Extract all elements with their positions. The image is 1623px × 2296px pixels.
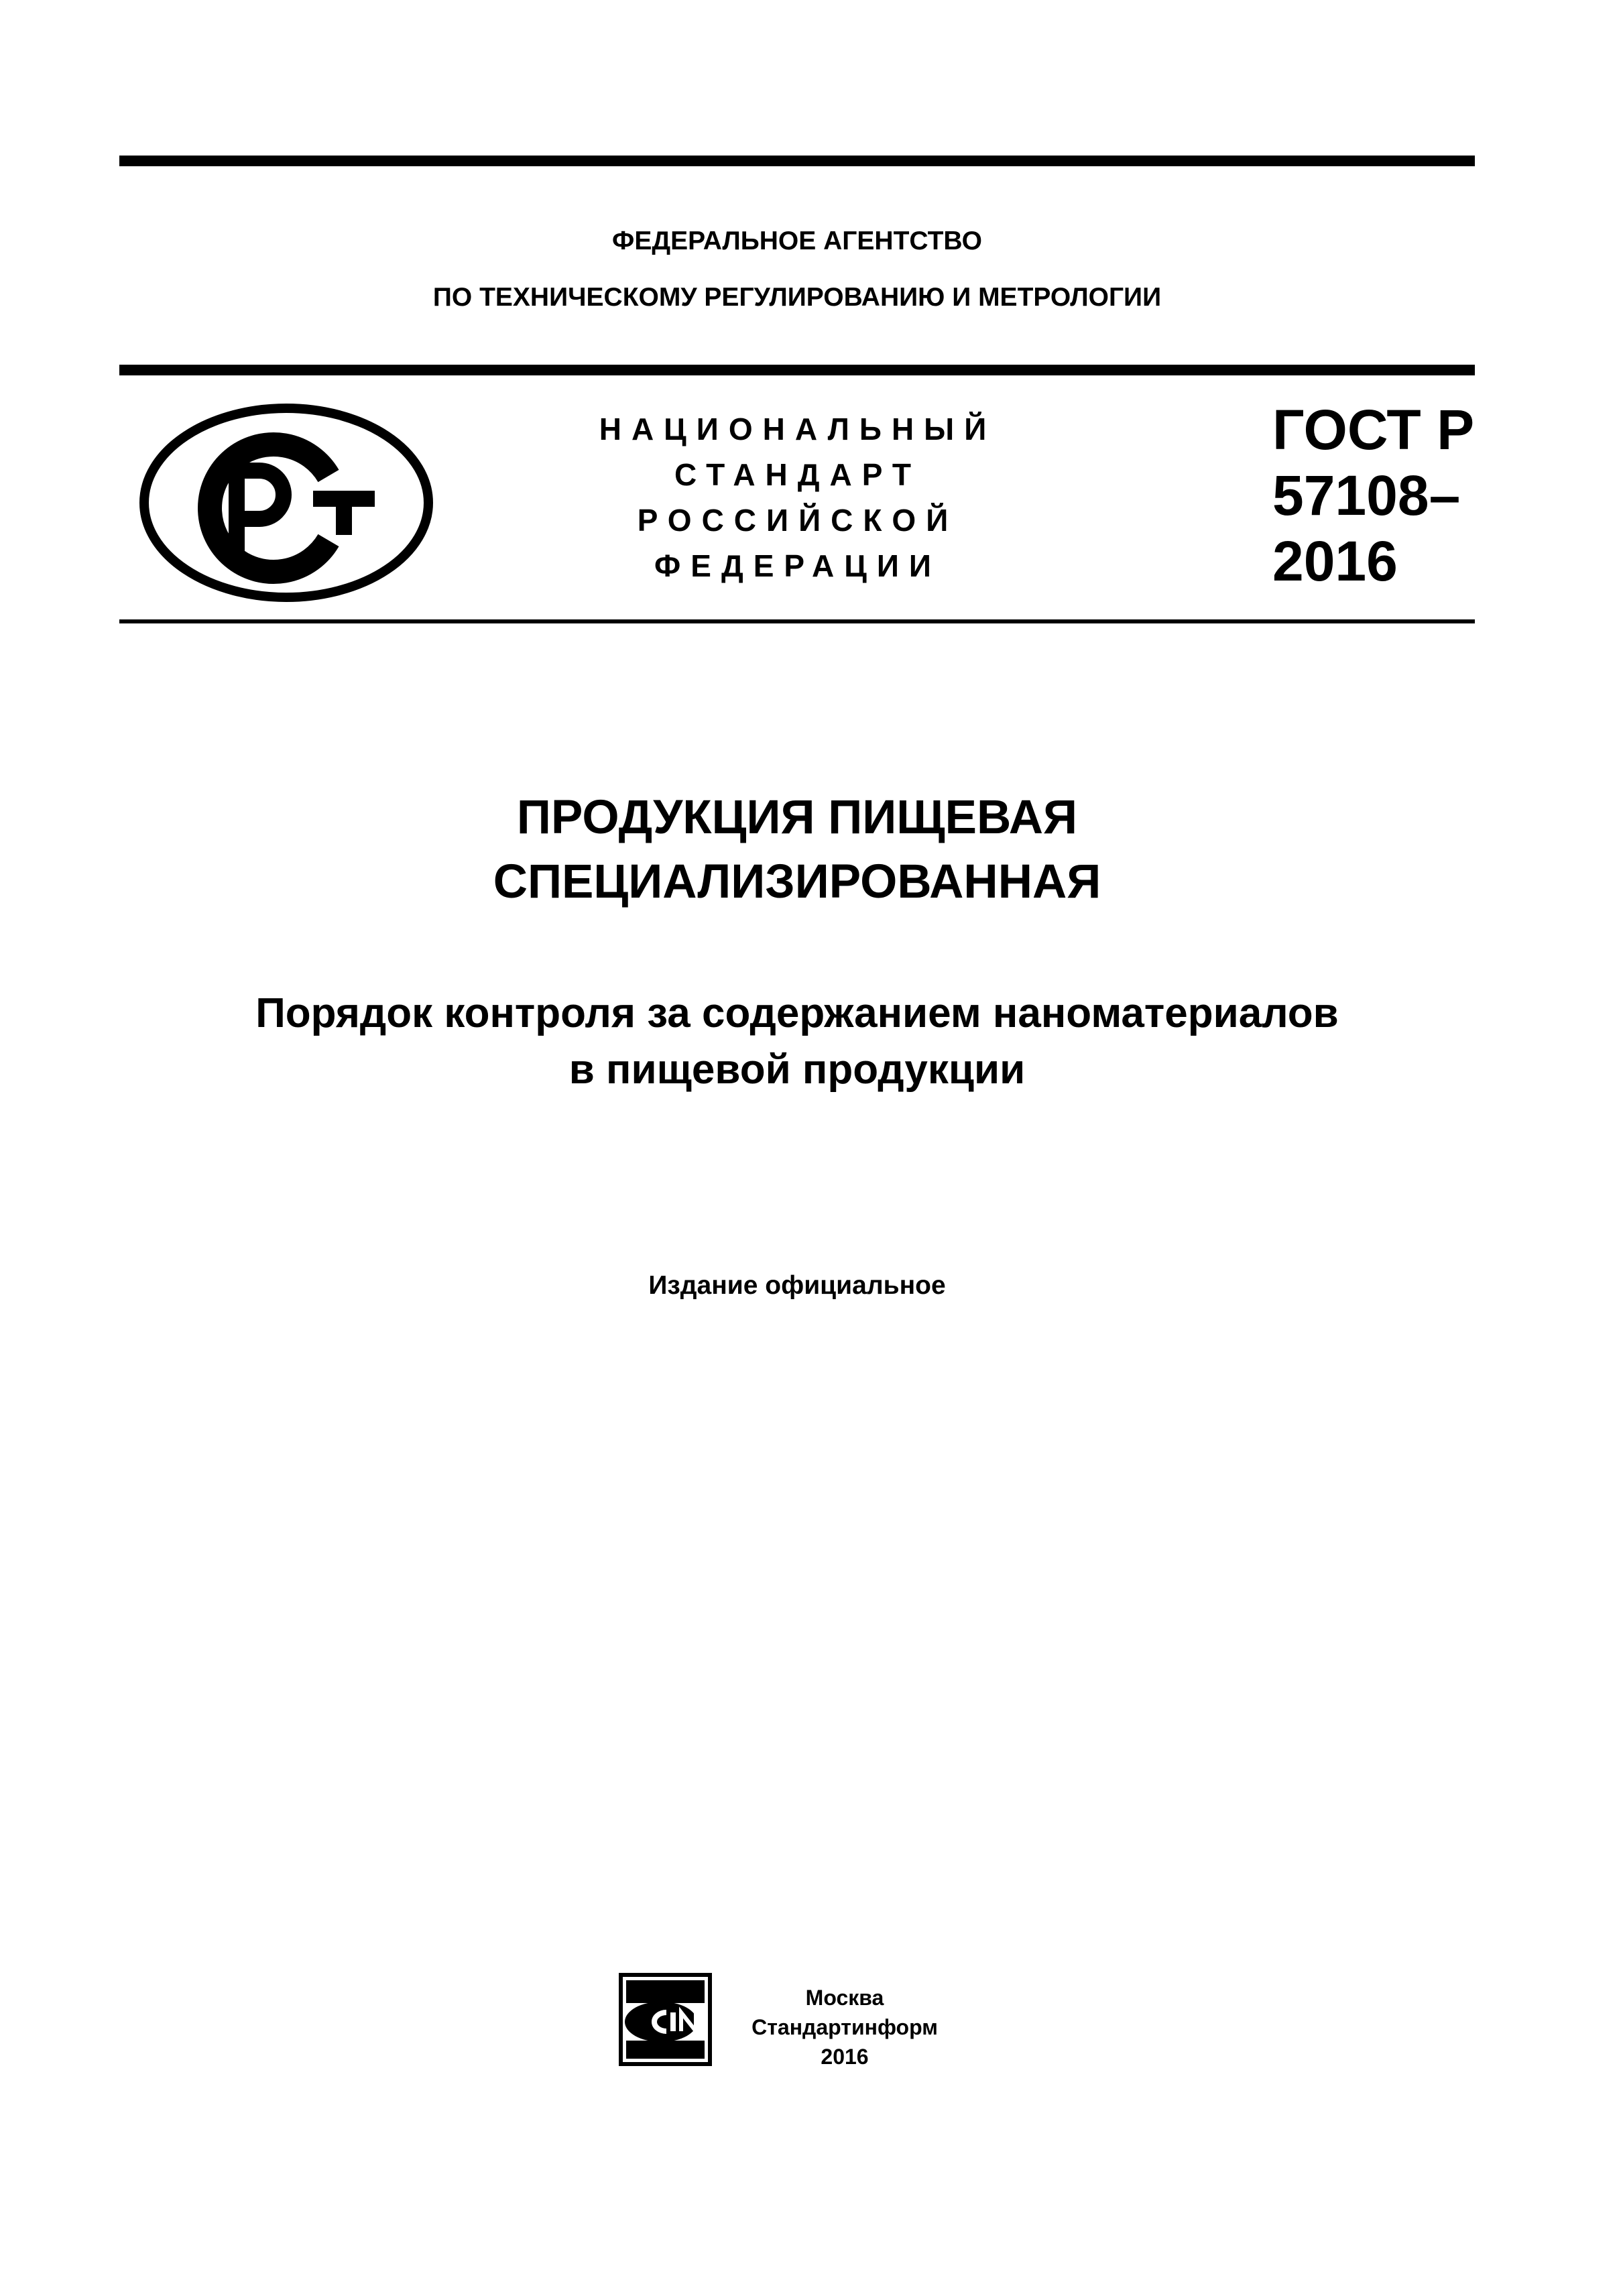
publisher-year: 2016 (821, 2045, 869, 2069)
national-line-2: СТАНДАРТ (674, 457, 921, 492)
agency-name (119, 213, 1475, 326)
subtitle-line-2: в пищевой продукции (568, 1046, 1026, 1093)
publisher-city: Москва (805, 1986, 884, 2010)
designation-line-1: ГОСТ Р (1272, 398, 1475, 461)
national-line-3: РОССИЙСКОЙ (637, 503, 959, 538)
publisher-info (724, 1983, 965, 2071)
standard-designation (1272, 397, 1474, 594)
title-line-1: ПРОДУКЦИЯ ПИЩЕВАЯ (516, 791, 1078, 844)
rst-logo-icon (137, 401, 436, 605)
header-rule (119, 365, 1475, 375)
publisher-name: Стандартинформ (752, 2015, 938, 2039)
agency-line-1: ФЕДЕРАЛЬНОЕ АГЕНТСТВО (612, 227, 982, 255)
document-title (119, 786, 1475, 914)
header-bottom-rule (119, 619, 1475, 623)
edition-label: Издание официальное (648, 1271, 946, 1300)
document-subtitle (119, 985, 1475, 1098)
designation-line-3: 2016 (1272, 530, 1398, 593)
subtitle-line-1: Порядок контроля за содержанием наноматериалов (255, 990, 1339, 1036)
national-line-4: ФЕДЕРАЦИИ (654, 548, 941, 583)
title-line-2: СПЕЦИАЛИЗИРОВАННАЯ (493, 855, 1101, 908)
designation-line-2: 57108– (1272, 464, 1461, 527)
standartinform-logo-icon (617, 1971, 714, 2068)
top-rule (119, 156, 1475, 166)
agency-line-2: ПО ТЕХНИЧЕСКОМУ РЕГУЛИРОВАНИЮ И МЕТРОЛОГИИ (432, 283, 1162, 312)
national-standard-label (550, 406, 1046, 589)
national-line-1: НАЦИОНАЛЬНЫЙ (599, 412, 997, 446)
